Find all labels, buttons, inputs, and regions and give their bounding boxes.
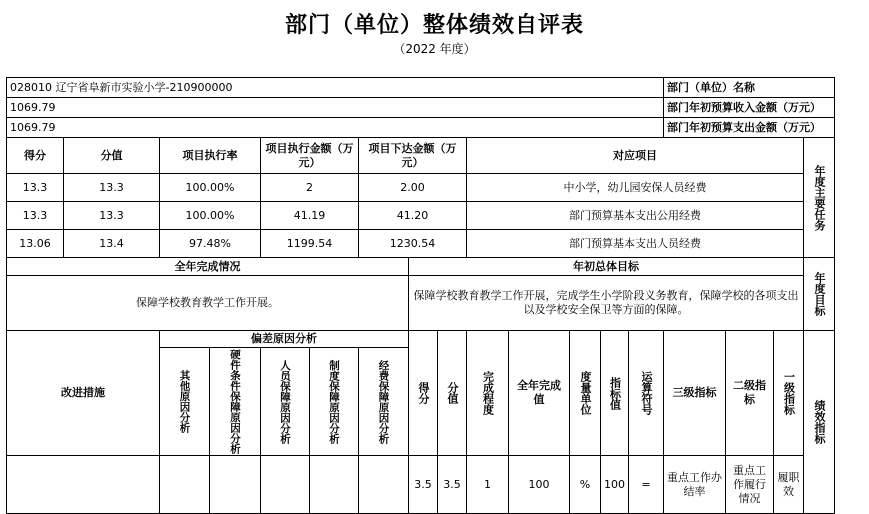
- ind-header-dev-staff: 人员保障原因分析: [261, 348, 310, 456]
- ind-header-score: 得分: [409, 331, 438, 456]
- task-score: 13.06: [7, 230, 64, 258]
- ind-header-actual: 全年完成值: [509, 331, 570, 456]
- ind-dev-funds: [359, 456, 409, 514]
- income-row: [7, 98, 835, 118]
- ind-header-dev-other: 其他原因分析: [160, 348, 210, 456]
- ind-level1: 履职效: [774, 456, 804, 514]
- task-row: [7, 174, 835, 202]
- tasks-header-score: 得分: [7, 138, 64, 174]
- expense-label: 部门年初预算支出金额（万元）: [664, 118, 835, 138]
- task-name: 中小学，幼儿园安保人员经费: [467, 174, 804, 202]
- goals-content-row: [7, 276, 835, 331]
- ind-unit: %: [570, 456, 601, 514]
- tasks-header-budget: 项目下达金额（万元）: [359, 138, 467, 174]
- ind-level3: 重点工作办结率: [664, 456, 726, 514]
- tasks-header-executed: 项目执行金额（万元）: [261, 138, 359, 174]
- task-row: [7, 202, 835, 230]
- ind-header-level1: 一级指标: [774, 331, 804, 456]
- task-rate: 97.48%: [160, 230, 261, 258]
- ind-actual: 100: [509, 456, 570, 514]
- ind-target: 100: [601, 456, 629, 514]
- ind-level2: 重点工作履行情况: [726, 456, 774, 514]
- page-title: 部门（单位）整体绩效自评表: [284, 13, 584, 38]
- ind-header-deviation: 偏差原因分析: [160, 331, 409, 348]
- tasks-header-rate: 项目执行率: [160, 138, 261, 174]
- task-score-value: 13.3: [64, 174, 160, 202]
- goals-section-label: 年度目标: [804, 258, 835, 331]
- tasks-header-score-value: 分值: [64, 138, 160, 174]
- ind-header-dev-system: 制度保障原因分析: [310, 348, 359, 456]
- task-score-value: 13.3: [64, 202, 160, 230]
- indicator-row: [7, 456, 835, 514]
- ind-header-target: 指标值: [601, 331, 629, 456]
- task-budget: 41.20: [359, 202, 467, 230]
- dept-name-value: 028010 辽宁省阜新市实验小学-210900000: [7, 78, 664, 98]
- task-name: 部门预算基本支出公用经费: [467, 202, 804, 230]
- task-executed: 2: [261, 174, 359, 202]
- ind-header-completion: 完成程度: [467, 331, 509, 456]
- goals-actual-text: 保障学校教育教学工作开展。: [7, 276, 409, 331]
- ind-operator: =: [629, 456, 664, 514]
- ind-header-level3: 三级指标: [664, 331, 726, 456]
- goals-header-row: [7, 258, 835, 276]
- ind-score-value: 3.5: [438, 456, 467, 514]
- income-value: 1069.79: [7, 98, 664, 118]
- task-rate: 100.00%: [160, 174, 261, 202]
- task-row: [7, 230, 835, 258]
- income-label: 部门年初预算收入金额（万元）: [664, 98, 835, 118]
- task-name: 部门预算基本支出人员经费: [467, 230, 804, 258]
- dept-name-label: 部门（单位）名称: [664, 78, 835, 98]
- tasks-header-task: 对应项目: [467, 138, 804, 174]
- tasks-section-label: 年度主要任务: [804, 138, 835, 258]
- task-rate: 100.00%: [160, 202, 261, 230]
- ind-header-dev-funds: 经费保障原因分析: [359, 348, 409, 456]
- ind-improvement: [7, 456, 160, 514]
- task-executed: 1199.54: [261, 230, 359, 258]
- expense-row: [7, 118, 835, 138]
- evaluation-table: [6, 77, 835, 514]
- ind-header-level2: 二级指标: [726, 331, 774, 456]
- ind-dev-system: [310, 456, 359, 514]
- indicators-header-row-1: [7, 331, 835, 348]
- ind-header-improvement: 改进措施: [7, 331, 160, 456]
- ind-header-dev-hardware: 硬件条件保障原因分析: [210, 348, 261, 456]
- task-budget: 2.00: [359, 174, 467, 202]
- task-executed: 41.19: [261, 202, 359, 230]
- goals-plan-header: 年初总体目标: [409, 258, 804, 276]
- tasks-header-row: [7, 138, 835, 174]
- indicators-section-label: 绩效指标: [804, 331, 835, 514]
- dept-name-row: [7, 78, 835, 98]
- goals-plan-text: 保障学校教育教学工作开展，完成学生小学阶段义务教育，保障学校的各项支出以及学校安全保卫等方面的保障。: [409, 276, 804, 331]
- ind-score: 3.5: [409, 456, 438, 514]
- ind-dev-hardware: [210, 456, 261, 514]
- ind-header-unit: 度量单位: [570, 331, 601, 456]
- task-budget: 1230.54: [359, 230, 467, 258]
- page-subtitle: （2022 年度）: [393, 42, 476, 56]
- ind-dev-staff: [261, 456, 310, 514]
- ind-dev-other: [160, 456, 210, 514]
- goals-actual-header: 全年完成情况: [7, 258, 409, 276]
- ind-completion: 1: [467, 456, 509, 514]
- task-score: 13.3: [7, 202, 64, 230]
- task-score: 13.3: [7, 174, 64, 202]
- task-score-value: 13.4: [64, 230, 160, 258]
- expense-value: 1069.79: [7, 118, 664, 138]
- ind-header-score-value: 分值: [438, 331, 467, 456]
- ind-header-operator: 运算符号: [629, 331, 664, 456]
